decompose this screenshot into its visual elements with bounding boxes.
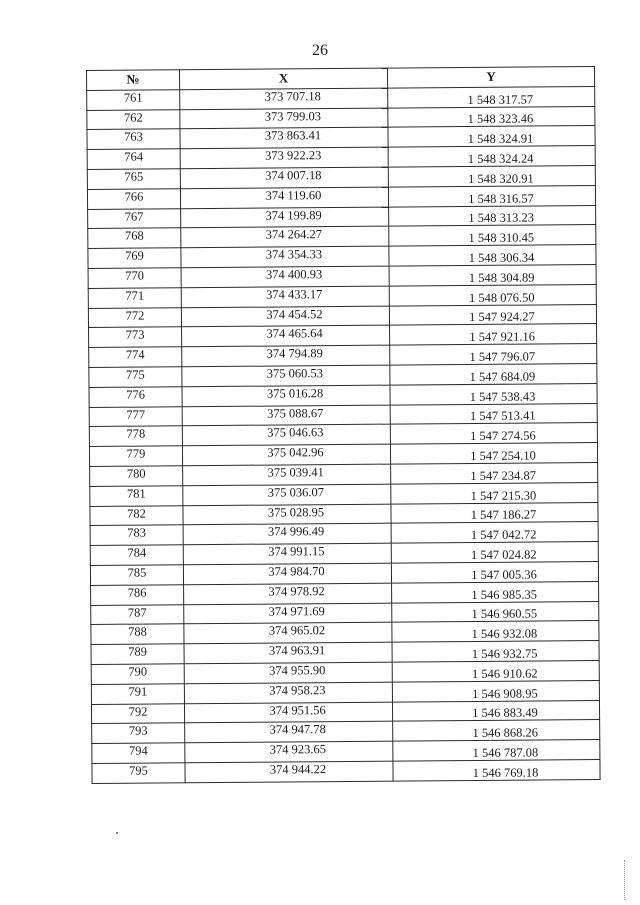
cell-y: 1 547 254.10 [390,443,597,464]
header-y: Y [387,67,594,88]
cell-number: 785 [90,565,183,586]
cell-x: 374 119.60 [180,187,388,208]
cell-x: 374 947.78 [185,721,393,742]
cell-x: 375 016.28 [182,385,390,406]
cell-x: 374 454.52 [181,306,389,327]
cell-x: 374 923.65 [185,741,393,762]
cell-x: 374 354.33 [181,246,389,267]
cell-x: 373 922.23 [180,147,388,168]
cell-y: 1 546 932.08 [392,621,599,642]
table-row [92,759,600,783]
cell-y: 1 548 320.91 [388,165,595,186]
cell-y: 1 546 960.55 [392,601,599,622]
cell-x: 374 433.17 [181,286,389,307]
cell-x: 374 991.15 [183,543,391,564]
cell-y: 1 547 513.41 [390,403,597,424]
cell-number: 770 [88,268,181,289]
cell-number: 778 [89,426,182,447]
cell-number: 793 [92,723,185,744]
cell-x: 374 978.92 [184,583,392,604]
table-body [87,86,600,783]
cell-number: 788 [91,624,184,645]
cell-number: 772 [88,307,181,328]
cell-number: 761 [87,90,180,111]
cell-number: 789 [91,644,184,665]
cell-y: 1 546 868.26 [393,720,600,741]
cell-x: 374 944.22 [185,761,393,782]
cell-number: 795 [92,763,185,784]
cell-number: 776 [89,387,182,408]
cell-number: 762 [87,109,180,130]
cell-number: 791 [91,683,184,704]
cell-number: 781 [90,485,183,506]
cell-x: 375 060.53 [182,365,390,386]
cell-x: 374 400.93 [181,266,389,287]
cell-y: 1 546 883.49 [392,700,599,721]
cell-number: 784 [90,545,183,566]
cell-y: 1 547 274.56 [390,423,597,444]
header-x: X [180,68,388,89]
cell-number: 794 [92,743,185,764]
cell-x: 375 046.63 [182,424,390,445]
cell-number: 774 [89,347,182,368]
cell-number: 773 [89,327,182,348]
cell-x: 374 007.18 [180,167,388,188]
cell-number: 775 [89,367,182,388]
cell-y: 1 547 684.09 [390,363,597,384]
cell-number: 769 [88,248,181,269]
cell-y: 1 546 769.18 [393,759,600,780]
cell-number: 777 [89,406,182,427]
cell-number: 771 [88,288,181,309]
cell-y: 1 547 921.16 [390,324,597,345]
coordinates-table [86,66,601,784]
cell-y: 1 547 538.43 [390,383,597,404]
cell-y: 1 546 985.35 [392,581,599,602]
cell-number: 765 [87,169,180,190]
cell-y: 1 547 924.27 [389,304,596,325]
cell-x: 374 971.69 [184,603,392,624]
cell-y: 1 547 796.07 [390,344,597,365]
cell-number: 780 [90,466,183,487]
cell-number: 768 [88,228,181,249]
cell-number: 783 [90,525,183,546]
cell-x: 374 955.90 [184,662,392,683]
cell-y: 1 547 234.87 [391,462,598,483]
cell-y: 1 548 324.91 [388,126,595,147]
cell-y: 1 548 076.50 [389,284,596,305]
cell-number: 792 [91,703,184,724]
cell-x: 374 963.91 [184,642,392,663]
cell-y: 1 548 323.46 [388,106,595,127]
cell-y: 1 548 310.45 [389,225,596,246]
cell-x: 374 794.89 [182,345,390,366]
cell-y: 1 547 042.72 [391,522,598,543]
cell-x: 373 707.18 [180,88,388,109]
cell-x: 373 799.03 [180,108,388,129]
cell-y: 1 548 306.34 [389,245,596,266]
cell-x: 375 088.67 [182,405,390,426]
cell-x: 375 042.96 [182,444,390,465]
page-number: 26 [312,42,328,59]
cell-y: 1 546 908.95 [392,680,599,701]
cell-number: 766 [87,189,180,210]
cell-x: 375 028.95 [183,504,391,525]
cell-y: 1 547 186.27 [391,502,598,523]
cell-x: 374 465.64 [182,325,390,346]
cell-x: 375 036.07 [183,484,391,505]
cell-number: 790 [91,664,184,685]
cell-y: 1 548 304.89 [389,264,596,285]
cell-number: 779 [89,446,182,467]
cell-number: 767 [88,208,181,229]
cell-y: 1 548 316.57 [388,185,595,206]
cell-y: 1 548 324.24 [388,146,595,167]
scan-speck [116,832,118,834]
cell-y: 1 547 215.30 [391,482,598,503]
cell-x: 374 996.49 [183,523,391,544]
cell-x: 374 965.02 [184,622,392,643]
cell-number: 764 [87,149,180,170]
cell-y: 1 546 932.75 [392,641,599,662]
cell-y: 1 548 313.23 [389,205,596,226]
cell-x: 375 039.41 [183,464,391,485]
cell-number: 782 [90,505,183,526]
header-number: № [87,70,180,91]
cell-x: 374 951.56 [184,702,392,723]
cell-number: 763 [87,129,180,150]
cell-number: 787 [91,604,184,625]
cell-x: 374 984.70 [183,563,391,584]
cell-x: 374 199.89 [181,207,389,228]
cell-y: 1 546 910.62 [392,660,599,681]
cell-x: 374 264.27 [181,227,389,248]
cell-y: 1 548 317.57 [388,86,595,107]
cell-y: 1 546 787.08 [393,740,600,761]
scan-edge-mark [624,860,626,900]
cell-y: 1 547 024.82 [391,542,598,563]
cell-x: 373 863.41 [180,128,388,149]
cell-number: 786 [91,584,184,605]
cell-y: 1 547 005.36 [391,561,598,582]
cell-x: 374 958.23 [184,682,392,703]
